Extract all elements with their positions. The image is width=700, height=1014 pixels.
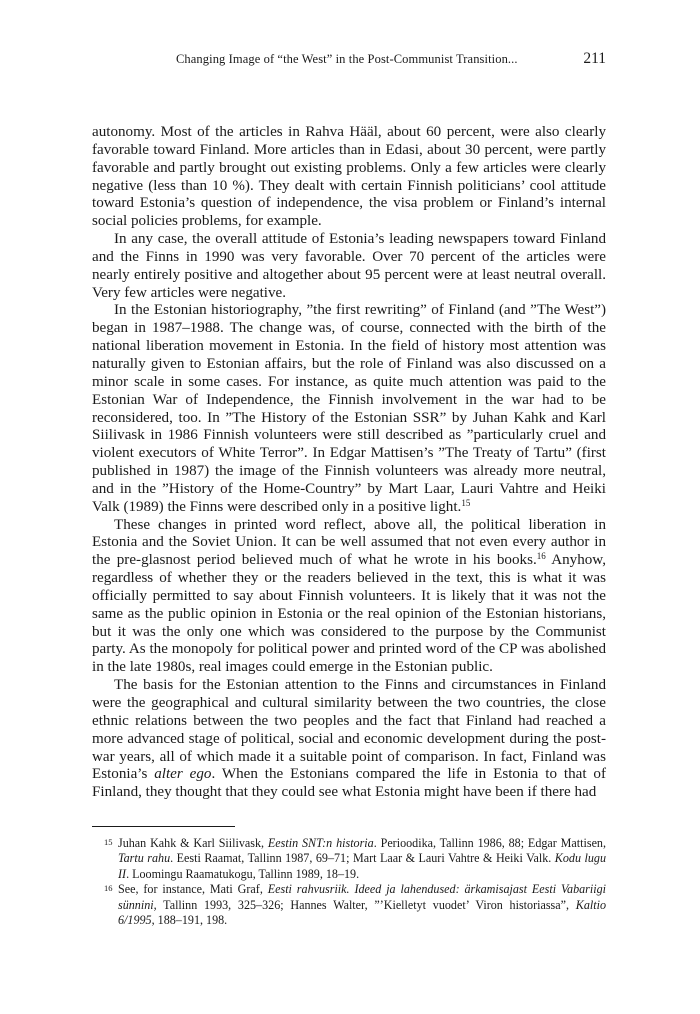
footnote-ref-16[interactable]: 16: [536, 551, 546, 562]
footnote-16-text-2: Tallinn 1993, 325–326; Hannes Walter, ”’Kielletyt vuodet’ Viron historiassa”,: [156, 897, 576, 912]
footnote-ref-15[interactable]: 15: [461, 497, 471, 508]
paragraph-4: [92, 517, 606, 678]
body-text: [92, 124, 606, 802]
footnotes: [92, 836, 606, 928]
paragraph-3: [92, 302, 606, 516]
footnote-15-number: 15: [104, 837, 113, 847]
page-number: 211: [583, 50, 606, 67]
running-title: Changing Image of “the West” in the Post-Communist Transition...: [176, 52, 518, 66]
paragraph-5-text-b: . When the Estonians compared the life in Estonia to that of Finland, they thought that they could see what Estonia might have been if there had: [92, 766, 607, 801]
footnote-15-text-2: . Perioodika, Tallinn 1986, 88; Edgar Mattisen,: [373, 836, 607, 850]
footnote-16-number: 16: [104, 883, 113, 894]
footnote-15-text-3: . Eesti Raamat, Tallinn 1987, 69–71; Mart Laar & Lauri Vahtre & Heiki Valk.: [170, 851, 555, 866]
paragraph-1-text: autonomy. Most of the articles in Rahva Hääl, about 60 percent, were also clearly favorable toward Finland. More articles than in Edasi, about 30 percent, were partly favorable and partly brought out existing problems. Only a few articles were clearly negative (less than 10 %). They dealt with certain Finnish politicians’ cool attitude toward Estonia’s question of independence, the visa problem or Finland’s internal social policies problems, for example.: [92, 124, 606, 230]
footnote-15-title-3: Kodu lugu II: [118, 851, 606, 881]
footnote-15-title-2: Tartu rahu: [118, 851, 171, 866]
paragraph-1: [92, 124, 606, 231]
footnote-divider: [92, 826, 235, 827]
running-header: [92, 50, 606, 70]
footnote-15: [92, 836, 606, 882]
footnote-16-title-1: Eesti rahvusriik. Ideed ja lahendused: ärkamisajast Eesti Vabariigi sünnini,: [118, 882, 606, 912]
footnote-16-title-2: Kaltio 6/1995: [118, 897, 606, 928]
paragraph-5: [92, 677, 606, 802]
paragraph-2-text: In any case, the overall attitude of Estonia’s leading newspapers toward Finland and the Finns in 1990 was very favorable. Over 70 percent of the articles were nearly entirely positive and altogether about 95 percent were at least neutral overall. Very few articles were negative.: [92, 231, 606, 301]
footnote-15-text-1: Juhan Kahk & Karl Siilivask,: [118, 836, 268, 850]
footnote-16: [92, 882, 606, 928]
footnote-16-text-1: See, for instance, Mati Graf,: [118, 882, 268, 897]
paragraph-5-text-a: The basis for the Estonian attention to the Finns and circumstances in Finland were the geographical and cultural similarity between the two countries, the close ethnic relations between the two peoples and the fact that Finland had reached a more advanced stage of political, social and economic development during the post-war years, all of which made it a suitable point of comparison. In fact, Finland was Estonia’s: [92, 677, 606, 783]
paragraph-2: [92, 231, 606, 302]
paragraph-4-text-a: These changes in printed word reflect, above all, the political liberation in Estonia and the Soviet Union. It can be well assumed that not even every author in the pre-glasnost period believed much of what he wrote in his books.: [92, 516, 606, 569]
paragraph-5-emphasis: alter ego: [154, 766, 212, 783]
footnote-15-title-1: Eestin SNT:n historia: [267, 836, 374, 850]
paragraph-4-text-b: Anyhow, regardless of whether they or the readers believed in the text, this is what it was officially permitted to say about Finnish volunteers. It is likely that it was not the same as the public opinion in Estonia or the real opinion of the Estonian historians, but it was the only one which was considered to the purpose by the Communist party. As the monopoly for political power and printed word of the CP was abolished in the late 1980s, real images could emerge in the Estonian public.: [92, 552, 606, 676]
footnote-16-text-3: , 188–191, 198.: [151, 913, 228, 928]
footnote-15-text-4: . Loomingu Raamatukogu, Tallinn 1989, 18–19.: [126, 866, 360, 881]
paragraph-3-text: In the Estonian historiography, ”the first rewriting” of Finland (and ”The West”) began in 1987–1988. The change was, of course, connected with the birth of the national liberation movement in Estonia. In the field of history most attention was naturally given to Estonian affairs, but the role of Finland was also discussed on a minor scale in some cases. For instance, as quite much attention was paid to the Estonian War of Independence, the Finnish involvement in the war had to be reconsidered, too. In ”The History of the Estonian SSR” by Juhan Kahk and Karl Siilivask in 1986 Finnish volunteers were still described as ”particularly cruel and violent executors of White Terror”. In Edgar Mattisen’s ”The Treaty of Tartu” (first published in 1987) the image of the Finnish volunteers was already more neutral, and in the ”History of the Home-Country” by Mart Laar, Lauri Vahtre and Heiki Valk (1989) the Finns were described only in a positive light.: [92, 302, 606, 515]
